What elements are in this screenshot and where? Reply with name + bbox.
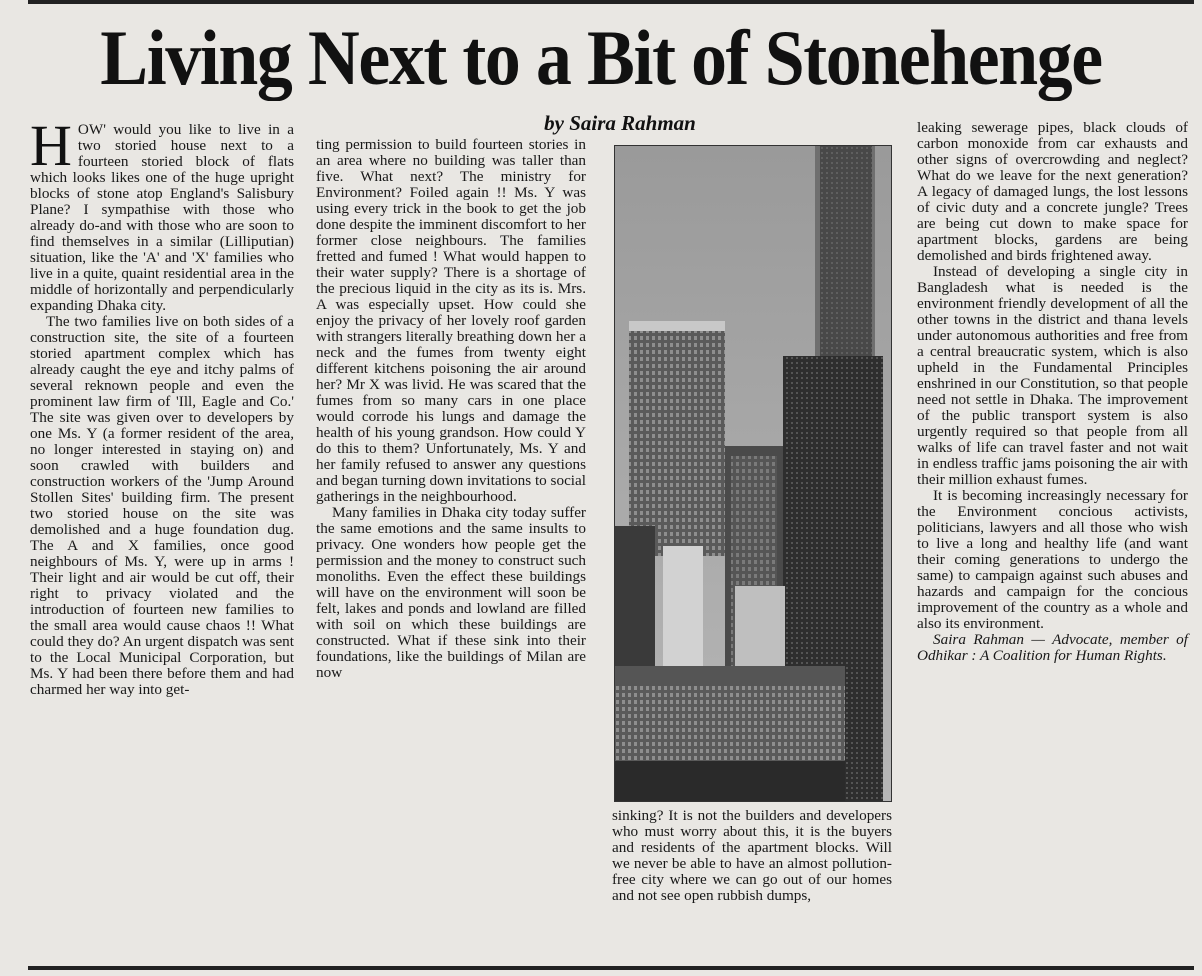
author-signature: Saira Rahman — Advocate, member of Odhikar : A Coalition for Human Rights. [917, 631, 1188, 664]
article-column-1 [30, 113, 294, 698]
skyline-illustration [615, 146, 891, 801]
column-4-paragraph-2: Instead of developing a single city in Bangladesh what is needed is the environment friendly development of all the other towns in the district and thana levels under autonomous authorities and free from a central breaucratic system, which is also upheld in the Fundamental Principles enshrined in our Constitution, so that people need not settle in Dhaka. The improvement of the public transport system is also urgently required so that people from all walks of life can travel faster and not wait in endless traffic jams poisoning the air with their million exhaust fumes. [917, 263, 1188, 488]
city-skyline-photo [614, 145, 892, 802]
column-1-paragraph-2: The two families live on both sides of a construction site, the site of a fourteen storied apartment complex which has already caught the eye and itchy palms of several reknown people and even the prominent law firm of 'Ill, Eagle and Co.' The site was given over to developers by one Ms. Y (a former resident of the area, no longer interested in staying on) and soon crawled with builders and construction workers of the 'Jump Around Stollen Sites' building firm. The present two storied house on the site was demolished and a huge foundation dug. The A and X families, once good neighbours of Ms. Y, were up in arms ! Their light and air would be cut off, their right to privacy violated and the introduction of fourteen new families to the small area would cause chaos !! What could they do? An urgent dispatch was sent to the Local Municipal Corporation, but Ms. Y had been there before them and had charmed her way into get- [30, 313, 294, 698]
column-2-paragraph-2: Many families in Dhaka city today suffer the same emotions and the same insults to privacy. One wonders how people get the permission and the money to construct such monoliths. Even the effect these buildings will have on the environment will soon be felt, lakes and ponds and lowland are filled with soil on which these buildings are constructed. What if these sink into their foundations, like the buildings of Milan are now [316, 504, 586, 681]
bottom-rule [28, 966, 1194, 970]
article-column-2 [316, 137, 586, 681]
headline: Living Next to a Bit of Stonehenge [100, 14, 1102, 101]
column-3-paragraph-1: sinking? It is not the builders and developers who must worry about this, it is the buyers and residents of the apartment blocks. Will we never be able to have an almost pollution-free city where we can go out of our homes and not see open rubbish dumps, [612, 807, 892, 904]
byline-author: Saira Rahman [569, 111, 696, 135]
drop-cap: H [30, 113, 72, 178]
column-1-paragraph-1-text: OW' would you like to live in a two storied house next to a fourteen storied block of flats which looks likes one of the huge upright blocks of stone atop England's Salisbury Plane? I sympathise with those who already do-and with those who are soon to find themselves in a similar (Lilliputian) situation, like the 'A' and 'X' families who live in a quite, quaint residential area in the middle of horizontally and perpendicularly expanding Dhaka city. [30, 121, 294, 314]
byline [500, 109, 740, 137]
byline-prefix: by [544, 111, 564, 135]
column-4-paragraph-1: leaking sewerage pipes, black clouds of carbon monoxide from car exhausts and other signs of overcrowding and neglect? What do we leave for the next generation? A legacy of damaged lungs, the lost lessons of civic duty and a concrete jungle? Trees are being cut down to make space for apartment blocks, gardens are being demolished and birds frightened away. [917, 119, 1188, 264]
column-4-paragraph-3: It is becoming increasingly necessary for the Environment concious activists, politicians, lawyers and all those who wish to live a long and healthy life (and want their coming generations to undergo the same) to campaign against such abuses and hazards and campaign for the concious improvement of the country as a whole and also its environment. [917, 487, 1188, 632]
column-1-paragraph-1 [30, 113, 294, 314]
article-column-3 [612, 808, 892, 904]
article-column-4 [917, 120, 1188, 664]
column-2-paragraph-1: ting permission to build fourteen stories in an area where no building was taller than five. What next? The ministry for Environment? Foiled again !! Ms. Y was using every trick in the book to get the job done despite the imminent discomfort to her former close neighbours. The families fretted and fumed ! What would happen to their water supply? There is a shortage of the precious liquid in the city as its is. Mrs. A was especially upset. How could she enjoy the privacy of her lovely roof garden with strangers literally breathing down her a neck and the fumes from twenty eight different kitchens poisoning the air around her? Mr X was livid. He was scared that the fumes from so many cars in one place would corrode his lungs and damage the health of his young grandson. How could Y do this to them? Unfortunately, Ms. Y and her family refused to answer any questions and began turning down invitations to social gatherings in the neighbourhood. [316, 136, 586, 505]
